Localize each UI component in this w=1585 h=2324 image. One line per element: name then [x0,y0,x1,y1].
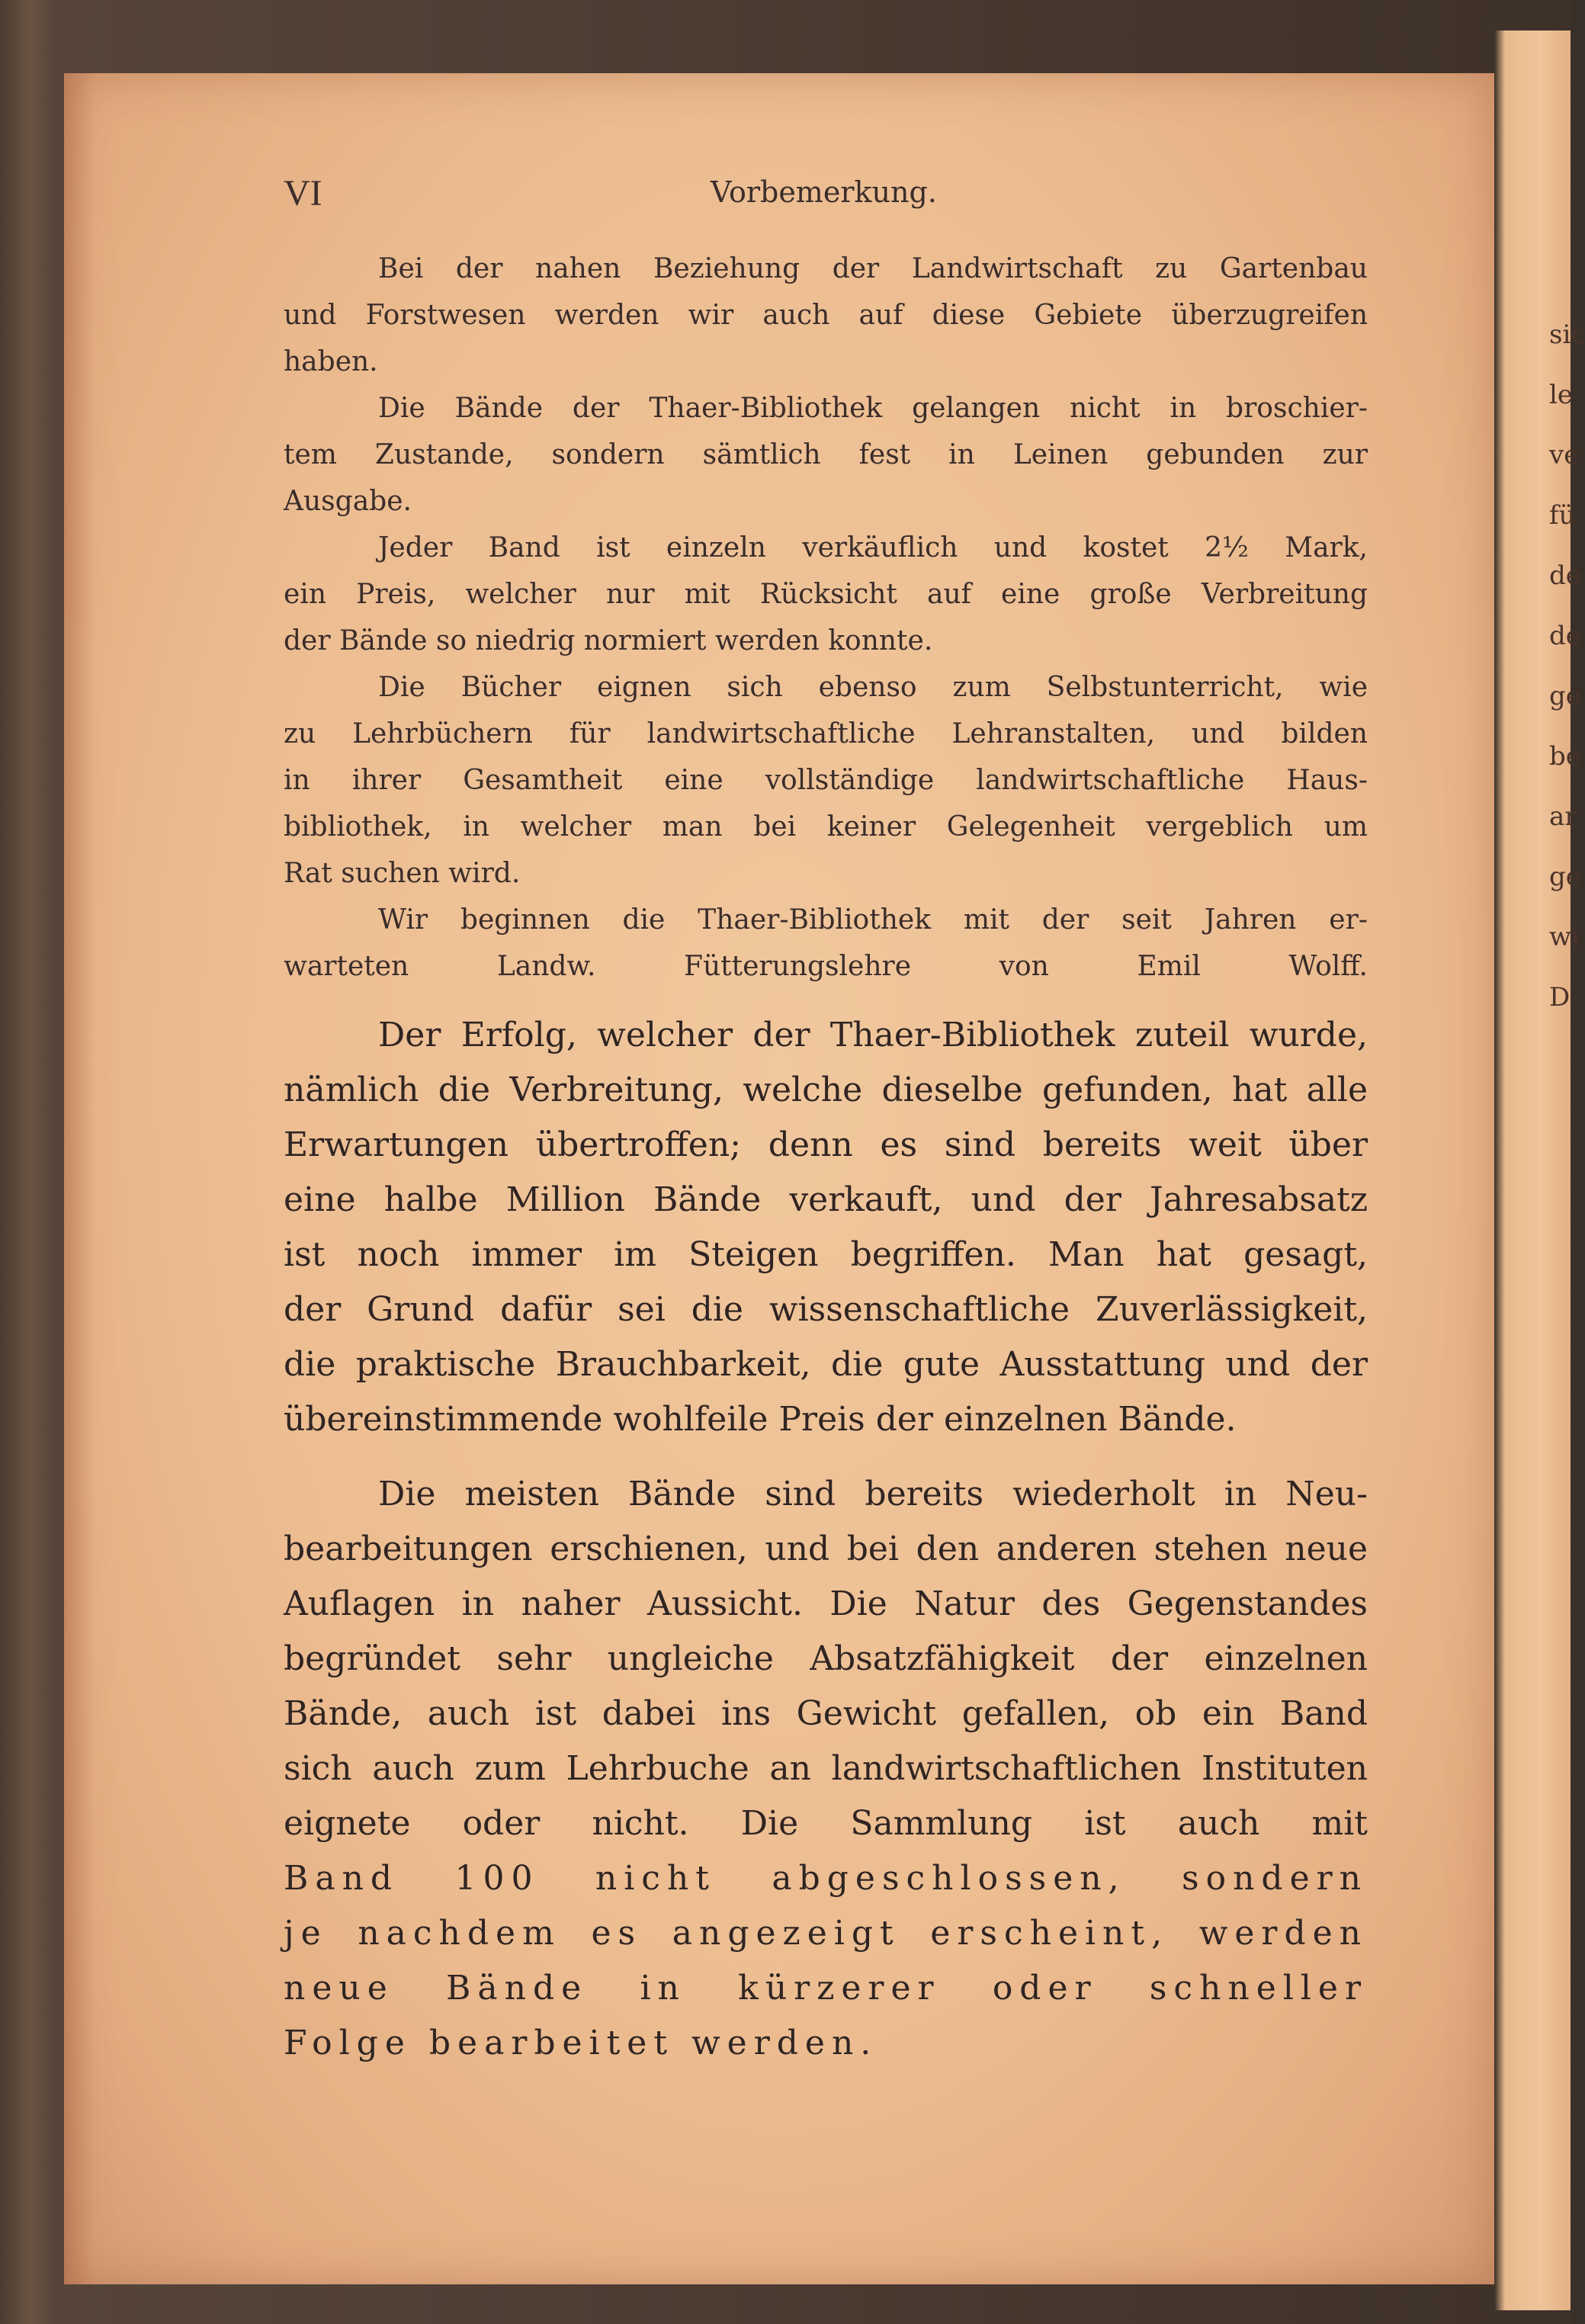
text-line: Bei der nahen Beziehung der Landwirtschaft zu Gartenbau [378,253,1368,284]
text-line: der Grund dafür sei die wissenschaftliche Zuverlässigkeit, [284,1290,1368,1329]
text-line: der Bände so niedrig normiert werden konnte. [284,625,933,656]
text-line: ist noch immer im Steigen begriffen. Man hat gesagt, [284,1235,1368,1274]
text-line: die praktische Brauchbarkeit, die gute Ausstattung und der [284,1345,1368,1384]
text-line: Folge bearbeitet werden. [284,2024,878,2062]
text-line: zu Lehrbüchern für landwirtschaftliche Lehranstalten, und bilden [284,718,1368,750]
text-line: Die meisten Bände sind bereits wiederholt in Neu- [378,1475,1368,1513]
text-line: eine halbe Million Bände verkauft, und der Jahresabsatz [284,1180,1368,1219]
text-line: tem Zustande, sondern sämtlich fest in Leinen gebunden zur [284,439,1368,470]
text-line: begründet sehr ungleiche Absatzfähigkeit der einzelnen [284,1639,1368,1678]
facing-page-text-fragments: sic le ve fü de de ge be ar ge wi D [1549,319,1585,1013]
text-line: Bände, auch ist dabei ins Gewicht gefallen, ob ein Band [284,1694,1368,1733]
text-line: haben. [284,346,378,377]
intro-text [284,246,1368,990]
paragraph-gap [284,1447,1368,1467]
page-number: VI [284,173,322,213]
text-line: nämlich die Verbreitung, welche dieselbe gefunden, hat alle [284,1071,1368,1109]
paragraph [284,1467,1368,2071]
text-line: Ausgabe. [284,486,412,517]
text-line: je nachdem es angezeigt erscheint, werden [284,1914,1368,1953]
text-line: Erwartungen übertroffen; denn es sind bereits weit über [284,1125,1368,1164]
paragraph [284,1008,1368,1447]
text-line: und Forstwesen werden wir auch auf diese Gebiete überzugreifen [284,300,1368,331]
text-line: Jeder Band ist einzeln verkäuflich und kostet 2½ Mark, [378,532,1368,563]
paragraph [284,897,1368,990]
text-line: Die Bände der Thaer-Bibliothek gelangen nicht in broschier- [378,393,1368,424]
paragraph [284,385,1368,525]
text-line: Wir beginnen die Thaer-Bibliothek mit der seit Jahren er- [378,904,1368,936]
text-line: übereinstimmende wohlfeile Preis der einzelnen Bände. [284,1400,1237,1439]
text-line: neue Bände in kürzerer oder schneller [284,1969,1368,2008]
page-header [284,172,1368,218]
text-line: eignete oder nicht. Die Sammlung ist auch mit [284,1804,1368,1843]
text-line: in ihrer Gesamtheit eine vollständige landwirtschaftliche Haus- [284,765,1368,796]
page-stain-edge [64,73,95,2284]
text-line: Band 100 nicht abgeschlossen, sondern [284,1859,1368,1898]
text-line: warteten Landw. Fütterungslehre von Emil Wolff. [284,951,1368,982]
text-line: Auflagen in naher Aussicht. Die Natur des Gegenstandes [284,1584,1368,1623]
text-line: Der Erfolg, welcher der Thaer-Bibliothek zuteil wurde, [378,1016,1368,1054]
text-line: sich auch zum Lehrbuche an landwirtschaftlichen Instituten [284,1749,1368,1788]
text-line: Rat suchen wird. [284,858,521,889]
text-line: bibliothek, in welcher man bei keiner Gelegenheit vergeblich um [284,811,1368,843]
paragraph [284,525,1368,664]
paragraph [284,664,1368,897]
main-text [284,1008,1368,2071]
running-head: Vorbemerkung. [711,175,937,209]
text-line: ein Preis, welcher nur mit Rücksicht auf eine große Verbreitung [284,579,1368,610]
text-line: Die Bücher eignen sich ebenso zum Selbstunterricht, wie [378,672,1368,703]
paragraph [284,246,1368,385]
text-line: bearbeitungen erschienen, und bei den anderen stehen neue [284,1530,1368,1568]
